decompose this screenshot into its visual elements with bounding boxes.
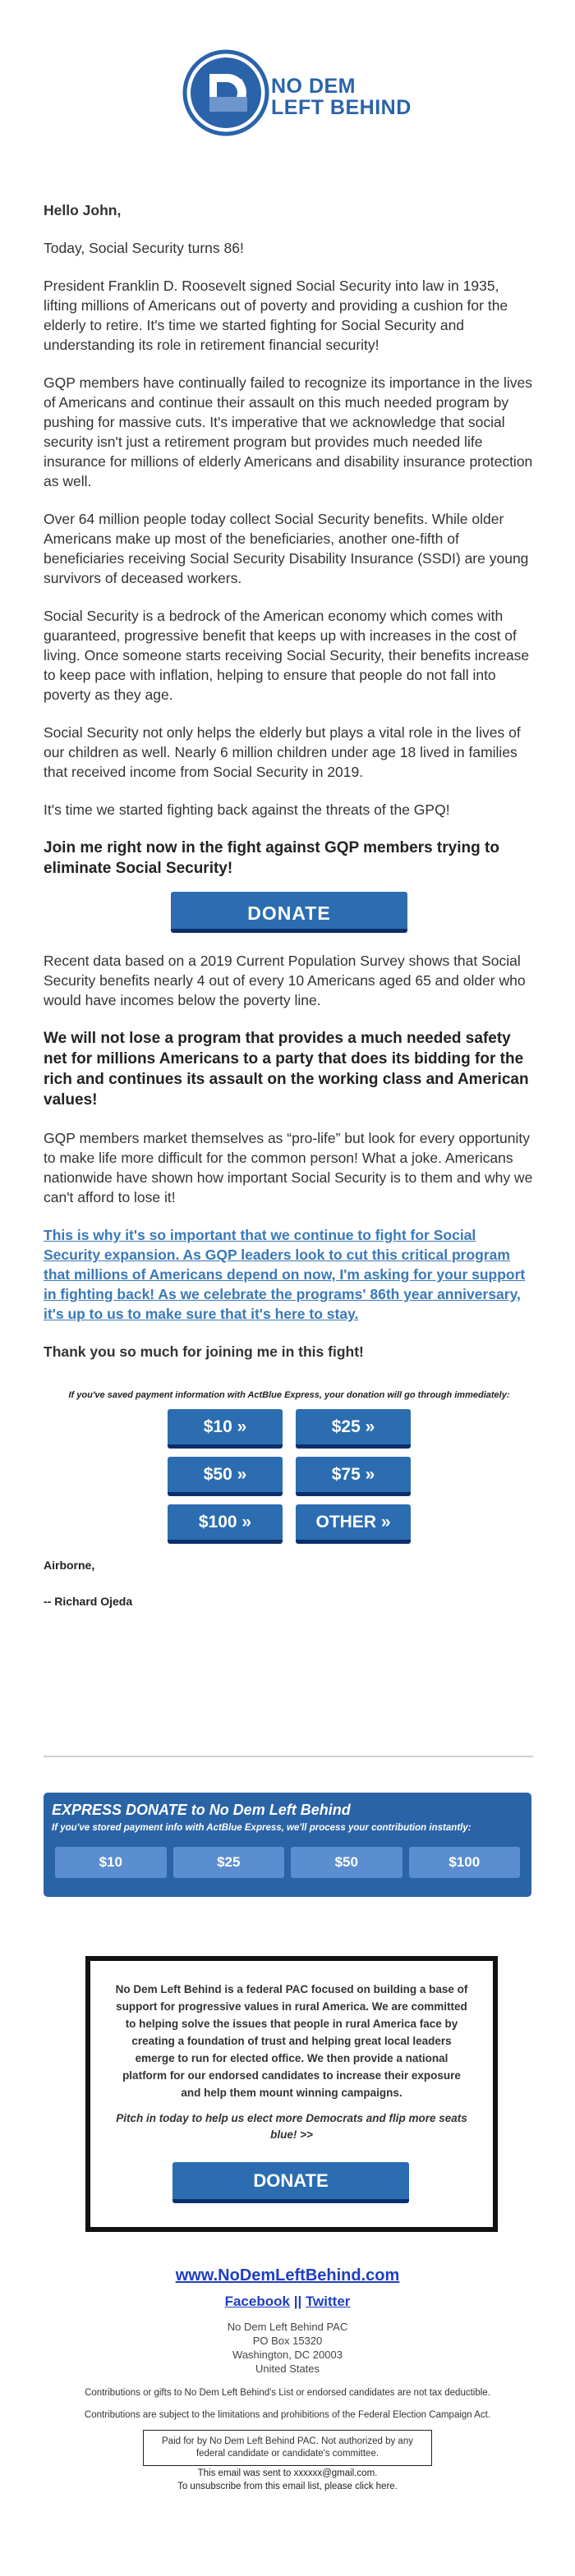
paragraph: Social Security is a bedrock of the American economy which comes with guaranteed, progressive benefit that keeps up with increases in the cost of living. Once someone starts receiving Social Security, their benefits increase to keep pace with inflation, helping to ensure that people do not fall into poverty as they age. — [44, 608, 530, 703]
donate-50-button[interactable]: $50 » — [168, 1457, 283, 1496]
brand-name-line2: LEFT BEHIND — [271, 96, 412, 119]
website-link[interactable]: www.NoDemLeftBehind.com — [175, 2266, 400, 2284]
address-line: Washington, DC 20003 — [232, 2349, 343, 2361]
paid-for-box: Paid for by No Dem Left Behind PAC. Not authorized by any federal candidate or candidate's committee. — [143, 2430, 432, 2466]
donate-25-button[interactable]: $25 » — [296, 1409, 411, 1449]
tax-disclaimer: Contributions or gifts to No Dem Left Behind's List or endorsed candidates are not tax deductible. — [85, 2388, 490, 2398]
brand-name-line1: NO DEM — [271, 75, 356, 98]
brand-name — [271, 76, 412, 118]
footer — [0, 2266, 575, 2492]
donate-75-button[interactable]: $75 » — [296, 1457, 411, 1496]
call-to-action-heading: Join me right now in the fight against GQP members trying to eliminate Social Security! — [44, 839, 499, 877]
donate-button[interactable]: DONATE — [171, 892, 407, 933]
pac-info-box — [85, 1956, 498, 2232]
express-donate-panel — [44, 1793, 531, 1897]
paragraph: Over 64 million people today collect Social Security benefits. While older Americans make up most of the beneficiaries, another one-fifth of beneficiaries receiving Social Security Disability Insurance (SSDI) are young survivors of deceased workers. — [44, 511, 529, 586]
donate-100-button[interactable]: $100 » — [168, 1504, 283, 1544]
express-100-button[interactable]: $100 — [409, 1847, 521, 1878]
paragraph: Recent data based on a 2019 Current Population Survey shows that Social Security benefits nearly 4 out of every 10 Americans aged 65 and older who would have incomes below the poverty line. — [44, 953, 526, 1008]
donate-other-button[interactable]: OTHER » — [296, 1504, 411, 1544]
emphasis-paragraph: We will not lose a program that provides a much needed safety net for millions Americans to a party that does its bidding for the rich and continues its assault on the working class and American values! — [44, 1030, 529, 1109]
paragraph: GQP members market themselves as “pro-life” but look for every opportunity to make life more difficult for the common person! What a joke. Americans nationwide have shown how important Social Security is to them and why we can't afford to lose it! — [44, 1130, 533, 1205]
greeting: Hello John, — [44, 202, 122, 218]
paragraph: GQP members have continually failed to recognize its importance in the lives of Americans and continue their assault on this much needed program by pushing for massive cuts. It's imperative that we acknowledge that social security isn't just a retirement program but provides much needed life insurance for millions of elderly Americans and disability insurance protection as well. — [44, 374, 533, 489]
actblue-note: If you've saved payment information with ActBlue Express, your donation will go through immediately: — [68, 1390, 510, 1400]
paragraph: Social Security not only helps the elderly but plays a vital role in the lives of our children as well. Nearly 6 million children under age 18 lived in families that received income from Social Security in 2019. — [44, 724, 521, 780]
paragraph: Today, Social Security turns 86! — [44, 240, 244, 256]
pac-description: No Dem Left Behind is a federal PAC focused on building a base of support for progressive values in rural America. We are committed to helping solve the issues that people in rural America face by creating a foundation of trust and helping great local leaders emerge to run for elected office. We then provide a national platform for our endorsed candidates to increase their exposure and help them mount winning campaigns. — [115, 1983, 468, 2099]
express-amounts — [55, 1847, 520, 1878]
address-line: PO Box 15320 — [252, 2335, 323, 2347]
donate-text-link[interactable]: This is why it's so important that we continue to fight for Social Security expansion. As GQP leaders look to cut this critical program that millions of Americans depend on now, I'm asking for your support in fighting back! As we celebrate the programs' 86th year anniversary, it's up to us to make sure that it's here to stay. — [44, 1227, 526, 1322]
social-links — [0, 2294, 575, 2310]
address-line: No Dem Left Behind PAC — [227, 2321, 348, 2333]
signer: -- Richard Ojeda — [44, 1595, 133, 1608]
brand-logo[interactable] — [0, 44, 575, 159]
twitter-link[interactable]: Twitter — [305, 2294, 351, 2309]
express-50-button[interactable]: $50 — [291, 1847, 402, 1878]
signoff: Airborne, — [44, 1559, 95, 1572]
unsubscribe-link[interactable]: To unsubscribe from this email list, please click here. — [177, 2482, 398, 2491]
express-10-button[interactable]: $10 — [55, 1847, 167, 1878]
paragraph: It's time we started fighting back against the threats of the GPQ! — [44, 801, 450, 818]
mailing-address — [0, 2320, 575, 2376]
donate-10-button[interactable]: $10 » — [168, 1409, 283, 1449]
facebook-link[interactable]: Facebook — [224, 2294, 290, 2309]
amount-buttons — [168, 1409, 411, 1544]
sent-to-text: This email was sent to xxxxxx@gmail.com. — [197, 2468, 378, 2478]
express-subtitle: If you've stored payment info with ActBlue Express, we'll process your contribution instantly: — [52, 1823, 472, 1833]
paragraph: President Franklin D. Roosevelt signed Social Security into law in 1935, lifting millions of Americans out of poverty and providing a cushion for the elderly to retire. It's time we started fighting for Social Security and understanding its role in retirement financial security! — [44, 278, 508, 353]
social-separator: || — [293, 2294, 302, 2309]
brand-logo-icon — [182, 49, 269, 136]
address-line: United States — [255, 2362, 320, 2375]
divider — [44, 1756, 533, 1757]
thanks-text: Thank you so much for joining me in this fight! — [44, 1343, 364, 1360]
fec-disclaimer: Contributions are subject to the limitations and prohibitions of the Federal Election Campaign Act. — [84, 2410, 491, 2420]
pac-donate-button[interactable]: DONATE — [172, 2162, 409, 2203]
email-body — [44, 200, 535, 1631]
express-25-button[interactable]: $25 — [173, 1847, 285, 1878]
express-title: EXPRESS DONATE to No Dem Left Behind — [52, 1802, 351, 1818]
pac-pitch: Pitch in today to help us elect more Democrats and flip more seats blue! >> — [116, 2112, 467, 2141]
